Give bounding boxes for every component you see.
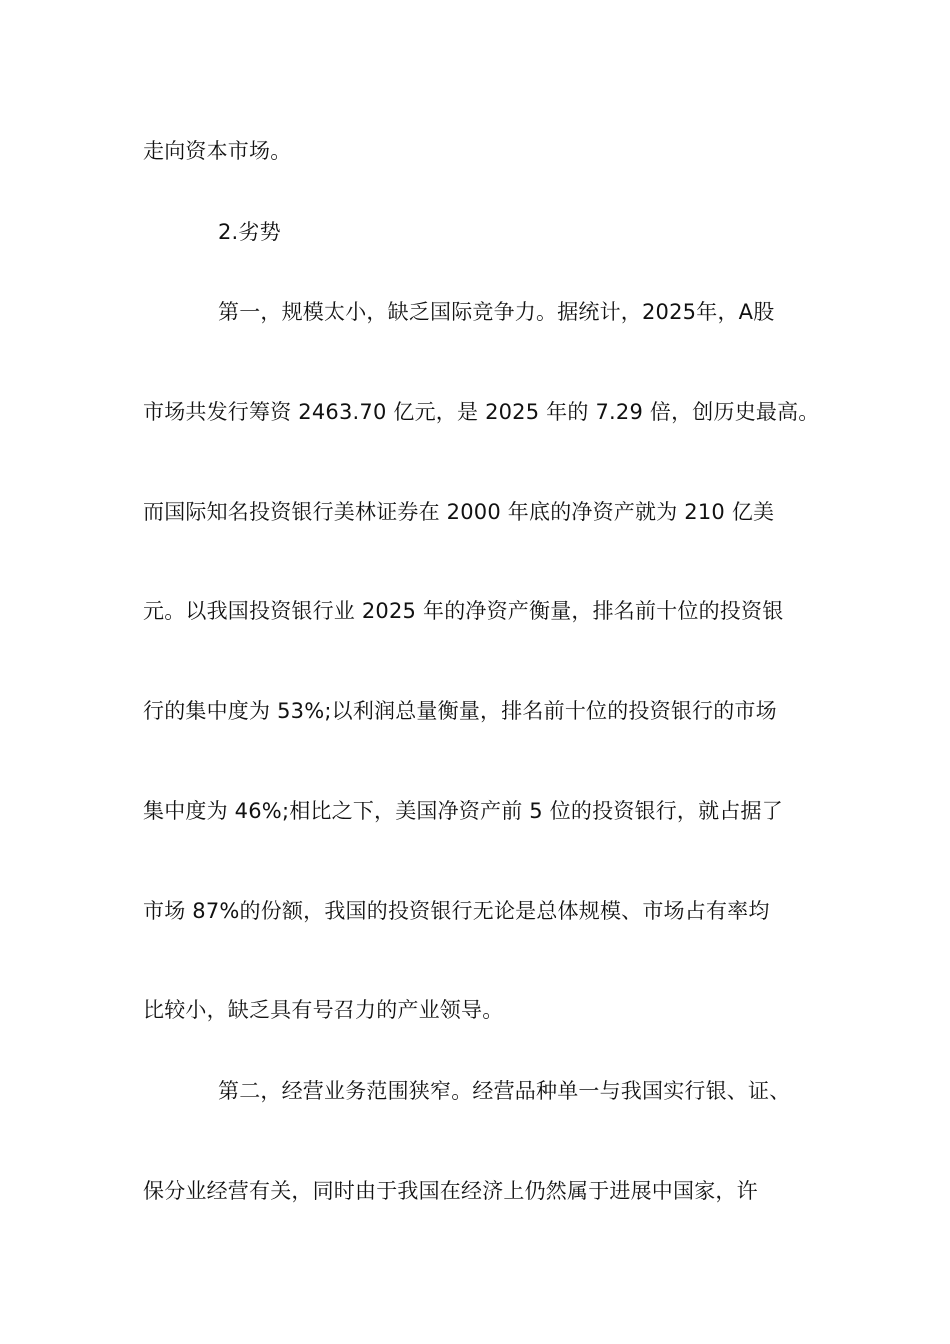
paragraph-line: 市场共发行筹资 2463.70 亿元，是 2025 年的 7.29 倍，创历史最高。	[143, 400, 820, 424]
paragraph-line: 第一，规模太小，缺乏国际竞争力。据统计，2025年，A股	[218, 300, 775, 324]
paragraph-line: 比较小，缺乏具有号召力的产业领导。	[143, 998, 504, 1022]
paragraph-line: 元。以我国投资银行业 2025 年的净资产衡量，排名前十位的投资银	[143, 599, 784, 623]
paragraph-line: 第二，经营业务范围狭窄。经营品种单一与我国实行银、证、	[218, 1079, 791, 1103]
paragraph-line: 而国际知名投资银行美林证券在 2000 年底的净资产就为 210 亿美	[143, 500, 775, 524]
section-heading: 2.劣势	[218, 220, 281, 244]
paragraph-line: 走向资本市场。	[143, 139, 292, 163]
paragraph-line: 行的集中度为 53%;以利润总量衡量，排名前十位的投资银行的市场	[143, 699, 777, 723]
paragraph-line: 市场 87%的份额，我国的投资银行无论是总体规模、市场占有率均	[143, 899, 770, 923]
paragraph-line: 集中度为 46%;相比之下，美国净资产前 5 位的投资银行，就占据了	[143, 799, 783, 823]
paragraph-line: 保分业经营有关，同时由于我国在经济上仍然属于进展中国家，许	[143, 1179, 758, 1203]
